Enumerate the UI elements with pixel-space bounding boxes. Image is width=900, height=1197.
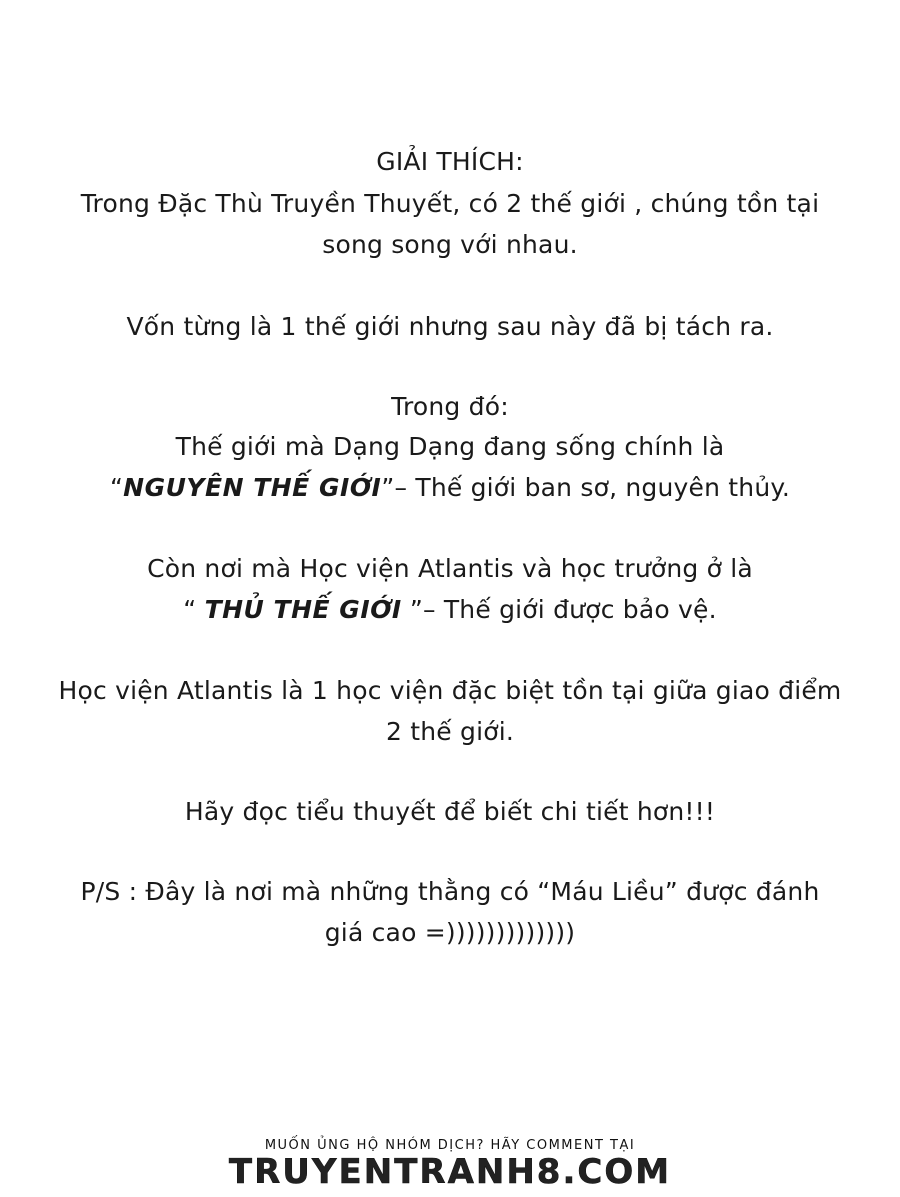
paragraph-1-line-2: song song với nhau. [322,230,578,259]
ps-line-2: giá cao =))))))))))))) [324,918,576,947]
paragraph-5-line-1: Học viện Atlantis là 1 học viện đặc biệt tồn tại giữa giao điểm [58,676,842,705]
footer-note: MUỐN ỦNG HỘ NHÓM DỊCH? HÃY COMMENT TẠI [264,1138,636,1153]
open-quote: “ [110,473,124,502]
paragraph-6: Hãy đọc tiểu thuyết để biết chi tiết hơn!!! [184,797,716,826]
paragraph-3-line-3-rest: ”– Thế giới ban sơ, nguyên thủy. [381,473,790,502]
paragraph-3-line-2: Thế giới mà Dạng Dạng đang sống chính là [175,432,725,461]
term-nguyen-the-gioi: NGUYÊN THẾ GIỚI [123,473,382,502]
paragraph-2: Vốn từng là 1 thế giới nhưng sau này đã bị tách ra. [126,312,774,341]
paragraph-4-line-2 [0,594,900,626]
open-quote: “ [183,595,205,624]
paragraph-4-line-1: Còn nơi mà Học viện Atlantis và học trưởng ở là [147,554,753,583]
heading: GIẢI THÍCH: [376,147,524,176]
footer-site: TRUYENTRANH8.COM [228,1152,672,1192]
paragraph-4-line-2-rest: ”– Thế giới được bảo vệ. [401,595,717,624]
paragraph-1-line-1: Trong Đặc Thù Truyền Thuyết, có 2 thế giới , chúng tồn tại [80,189,820,218]
paragraph-5-line-2: 2 thế giới. [385,717,515,746]
term-thu-the-gioi: THỦ THẾ GIỚI [204,595,402,624]
paragraph-3-line-3 [0,472,900,504]
ps-line-1: P/S : Đây là nơi mà những thằng có “Máu Liều” được đánh [80,877,820,906]
paragraph-3-line-1: Trong đó: [391,392,509,421]
